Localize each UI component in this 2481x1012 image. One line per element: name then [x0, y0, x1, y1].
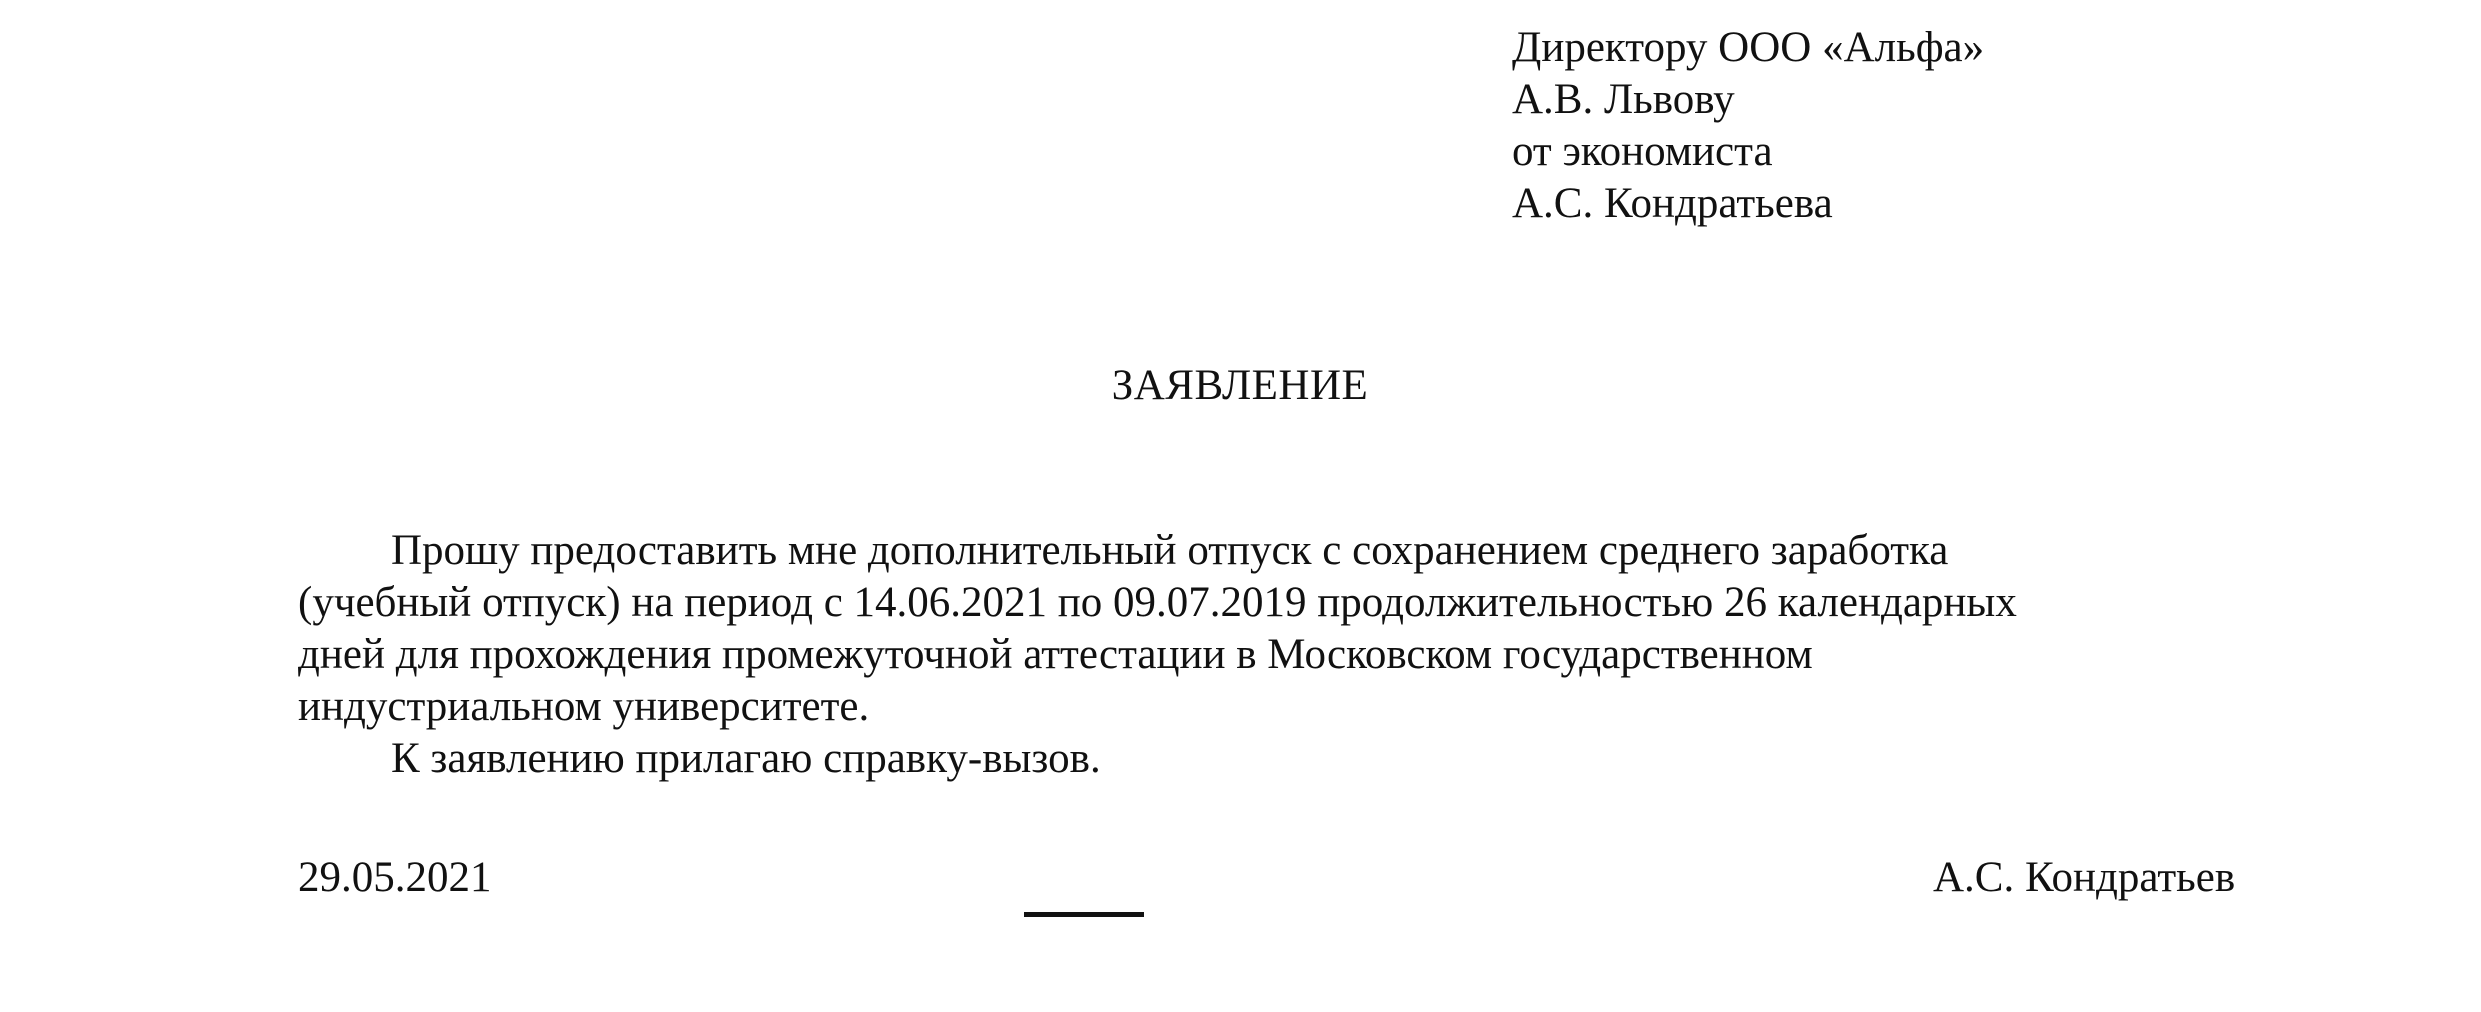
body-line-4: индустриальном университете. [298, 683, 870, 730]
body-line-2: (учебный отпуск) на период с 14.06.2021 по 09.07.2019 продолжительностью 26 календарных [298, 579, 2017, 626]
addressee-line-name: А.В. Львову [1512, 76, 1735, 123]
body-attachment-line: К заявлению прилагаю справку-вызов. [391, 735, 1101, 782]
body-line-1: Прошу предоставить мне дополнительный отпуск с сохранением среднего заработка [391, 527, 1949, 574]
document-title-text: ЗАЯВЛЕНИЕ [1111, 362, 1369, 409]
addressee-line-sender: А.С. Кондратьева [1512, 180, 1833, 227]
signer-name: А.С. Кондратьев [1933, 854, 2236, 901]
signature-line [1024, 912, 1144, 917]
addressee-block [1512, 22, 1984, 230]
body-line-3: дней для прохождения промежуточной аттестации в Московском государственном [298, 631, 1813, 678]
document-body [298, 525, 2198, 785]
document-date: 29.05.2021 [298, 854, 492, 901]
addressee-line-from: от экономиста [1512, 128, 1773, 175]
addressee-line-director: Директору ООО «Альфа» [1512, 24, 1985, 71]
document-title [0, 360, 2481, 412]
